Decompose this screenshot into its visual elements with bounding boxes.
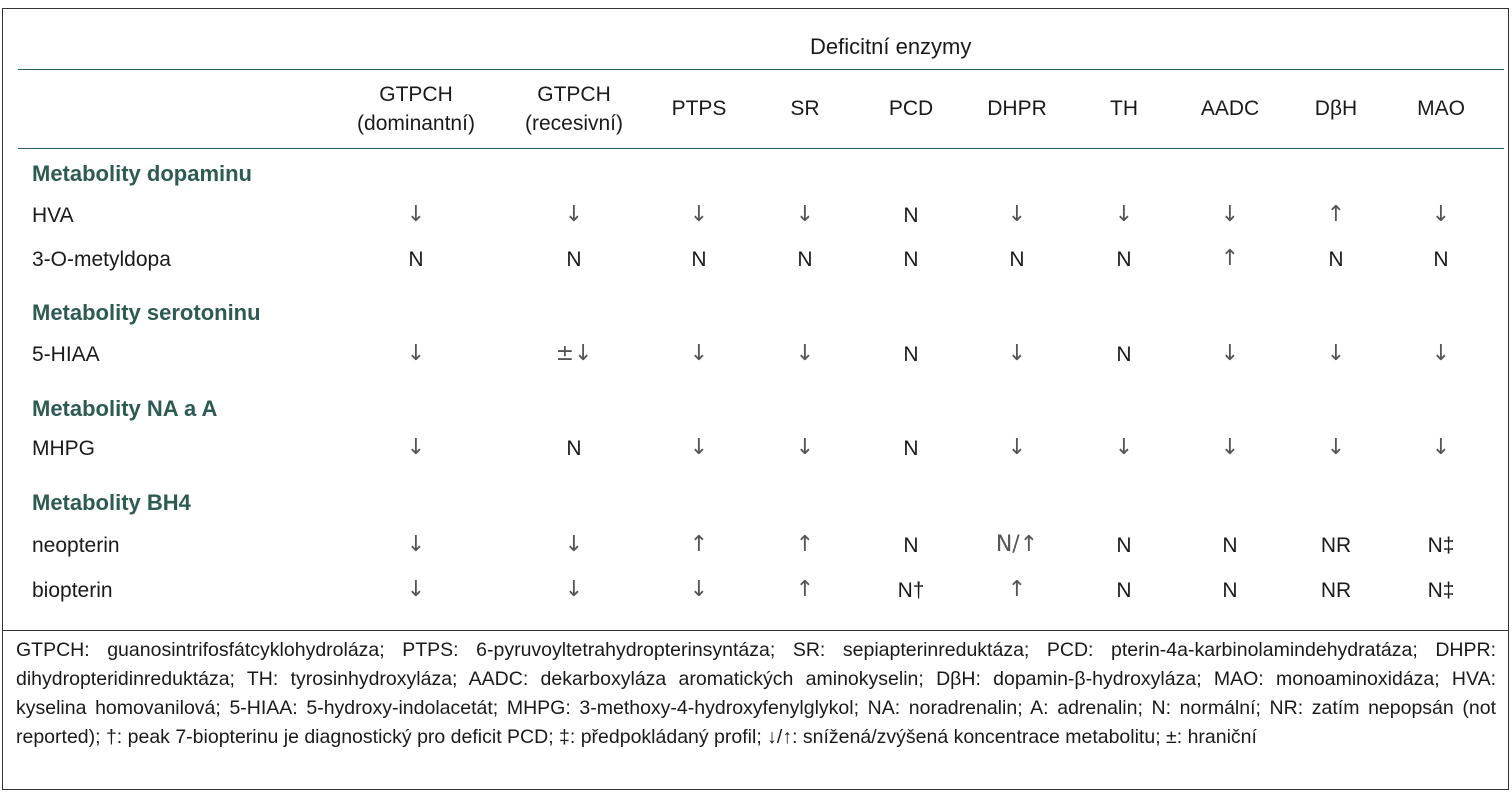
table-cell: ↓ — [1431, 435, 1451, 460]
table-cell: ↓ — [564, 532, 584, 557]
row-label: 5-HIAA — [32, 343, 100, 366]
column-header-rule — [18, 148, 1504, 149]
table-cell: ↓ — [689, 202, 709, 227]
table-cell: ↑ — [795, 577, 815, 602]
table-cell: ↑ — [1326, 202, 1346, 227]
table-cell: ↑ — [1007, 577, 1027, 602]
super-header: Deficitní enzymy — [810, 34, 972, 59]
row-label: HVA — [32, 204, 74, 227]
column-header-6: TH — [1110, 97, 1138, 120]
table-cell: N — [408, 248, 424, 271]
table-cell: ↓ — [1220, 341, 1240, 366]
column-header-line1: GTPCH — [379, 83, 453, 106]
table-cell: ↓ — [1326, 435, 1346, 460]
row-label: neopterin — [32, 534, 120, 557]
table-cell: ↓ — [1220, 435, 1240, 460]
table-cell: ↓ — [406, 577, 426, 602]
table-cell: N — [691, 248, 707, 271]
table-cell: N — [566, 248, 582, 271]
table-cell: ±↓ — [555, 341, 593, 366]
table-cell: N — [903, 437, 919, 460]
table-cell: N — [1222, 534, 1238, 557]
section-title: Metabolity NA a A — [32, 396, 218, 421]
table-cell: ↓ — [1007, 202, 1027, 227]
column-header-0 — [357, 80, 475, 138]
table-cell: ↓ — [1007, 341, 1027, 366]
row-label: 3-O-metyldopa — [32, 248, 171, 271]
table-cell: ↓ — [689, 341, 709, 366]
column-header-line2: (dominantní) — [357, 112, 475, 135]
table-cell: ↓ — [795, 435, 815, 460]
section-title: Metabolity dopaminu — [32, 161, 252, 186]
section-title: Metabolity serotoninu — [32, 300, 261, 325]
table-cell: ↓ — [406, 532, 426, 557]
table-cell: ↑ — [689, 532, 709, 557]
table-cell: ↓ — [1114, 435, 1134, 460]
column-header-4: PCD — [888, 97, 934, 120]
table-cell: ↓ — [406, 435, 426, 460]
column-header-8: DβH — [1314, 97, 1358, 120]
table-cell: ↑ — [795, 532, 815, 557]
table-cell: N — [1116, 579, 1132, 602]
table-cell: N — [903, 204, 919, 227]
section-title: Metabolity BH4 — [32, 490, 191, 515]
table-cell: N — [1009, 248, 1025, 271]
table-cell: N† — [897, 579, 925, 602]
table-cell: N‡ — [1427, 534, 1455, 557]
table-cell: N — [1328, 248, 1344, 271]
table-cell: ↓ — [1007, 435, 1027, 460]
table-cell: NR — [1320, 579, 1352, 602]
footnote-rule — [2, 630, 1509, 631]
column-header-9: MAO — [1417, 97, 1465, 120]
table-cell: N — [1116, 534, 1132, 557]
column-header-2: PTPS — [671, 97, 727, 120]
table-cell: N — [797, 248, 813, 271]
table-cell: ↓ — [1114, 202, 1134, 227]
column-header-3: SR — [790, 97, 820, 120]
table-cell: N — [566, 437, 582, 460]
table-cell: ↓ — [406, 341, 426, 366]
table-cell: ↓ — [795, 202, 815, 227]
table-cell: N — [1116, 343, 1132, 366]
table-cell: ↓ — [406, 202, 426, 227]
table-cell: N‡ — [1427, 579, 1455, 602]
table-cell: ↓ — [1431, 341, 1451, 366]
column-header-7: AADC — [1200, 97, 1260, 120]
column-header-line1: GTPCH — [537, 83, 611, 106]
column-header-5: DHPR — [987, 97, 1047, 120]
row-label: biopterin — [32, 579, 113, 602]
table-cell: NR — [1320, 534, 1352, 557]
table-cell: N — [1116, 248, 1132, 271]
header-rule — [18, 69, 1504, 70]
table-cell: N — [903, 534, 919, 557]
table-cell: N — [1433, 248, 1449, 271]
table-cell: ↓ — [689, 435, 709, 460]
column-header-1 — [525, 80, 623, 138]
table-cell: ↑ — [1220, 246, 1240, 271]
table-cell: ↓ — [1326, 341, 1346, 366]
table-cell: ↓ — [1431, 202, 1451, 227]
table-cell: ↓ — [795, 341, 815, 366]
table-cell: ↓ — [564, 202, 584, 227]
row-label: MHPG — [32, 437, 95, 460]
footnote: GTPCH: guanosintrifosfátcyklohydroláza; PTPS: 6-pyruvoyltetrahydropterinsyntáza; SR: sepiapterinreduktáza; PCD: pterin-4a-karbinolamindehydratáza; DHPR: dihydropteridinreduktáza; TH: tyrosinhydroxyláza; AADC: dekarboxyláza aromatických aminokyselin; DβH: dopamin-β-hydroxyláza; MAO: monoaminoxidáza; HVA: kyselina homovanilová; 5-HIAA: 5-hydroxy-indolacetát; MHPG: 3-methoxy-4-hydroxyfenylglykol; NA: noradrenalin; A: adrenalin; N: normální; NR: zatím nepopsán (not reported); †: peak 7-biopterinu je diagnostický pro deficit PCD; ‡: předpokládaný profil; ↓/↑: snížená/zvýšená koncentrace metabolitu; ±: hraniční — [16, 639, 1496, 748]
table-cell: N — [1222, 579, 1238, 602]
column-header-line2: (recesivní) — [524, 112, 624, 135]
table-cell: ↓ — [689, 577, 709, 602]
table-cell: ↓ — [564, 577, 584, 602]
table-cell: N — [903, 343, 919, 366]
table-cell: N/↑ — [995, 532, 1039, 557]
table-cell: N — [903, 248, 919, 271]
table-cell: ↓ — [1220, 202, 1240, 227]
